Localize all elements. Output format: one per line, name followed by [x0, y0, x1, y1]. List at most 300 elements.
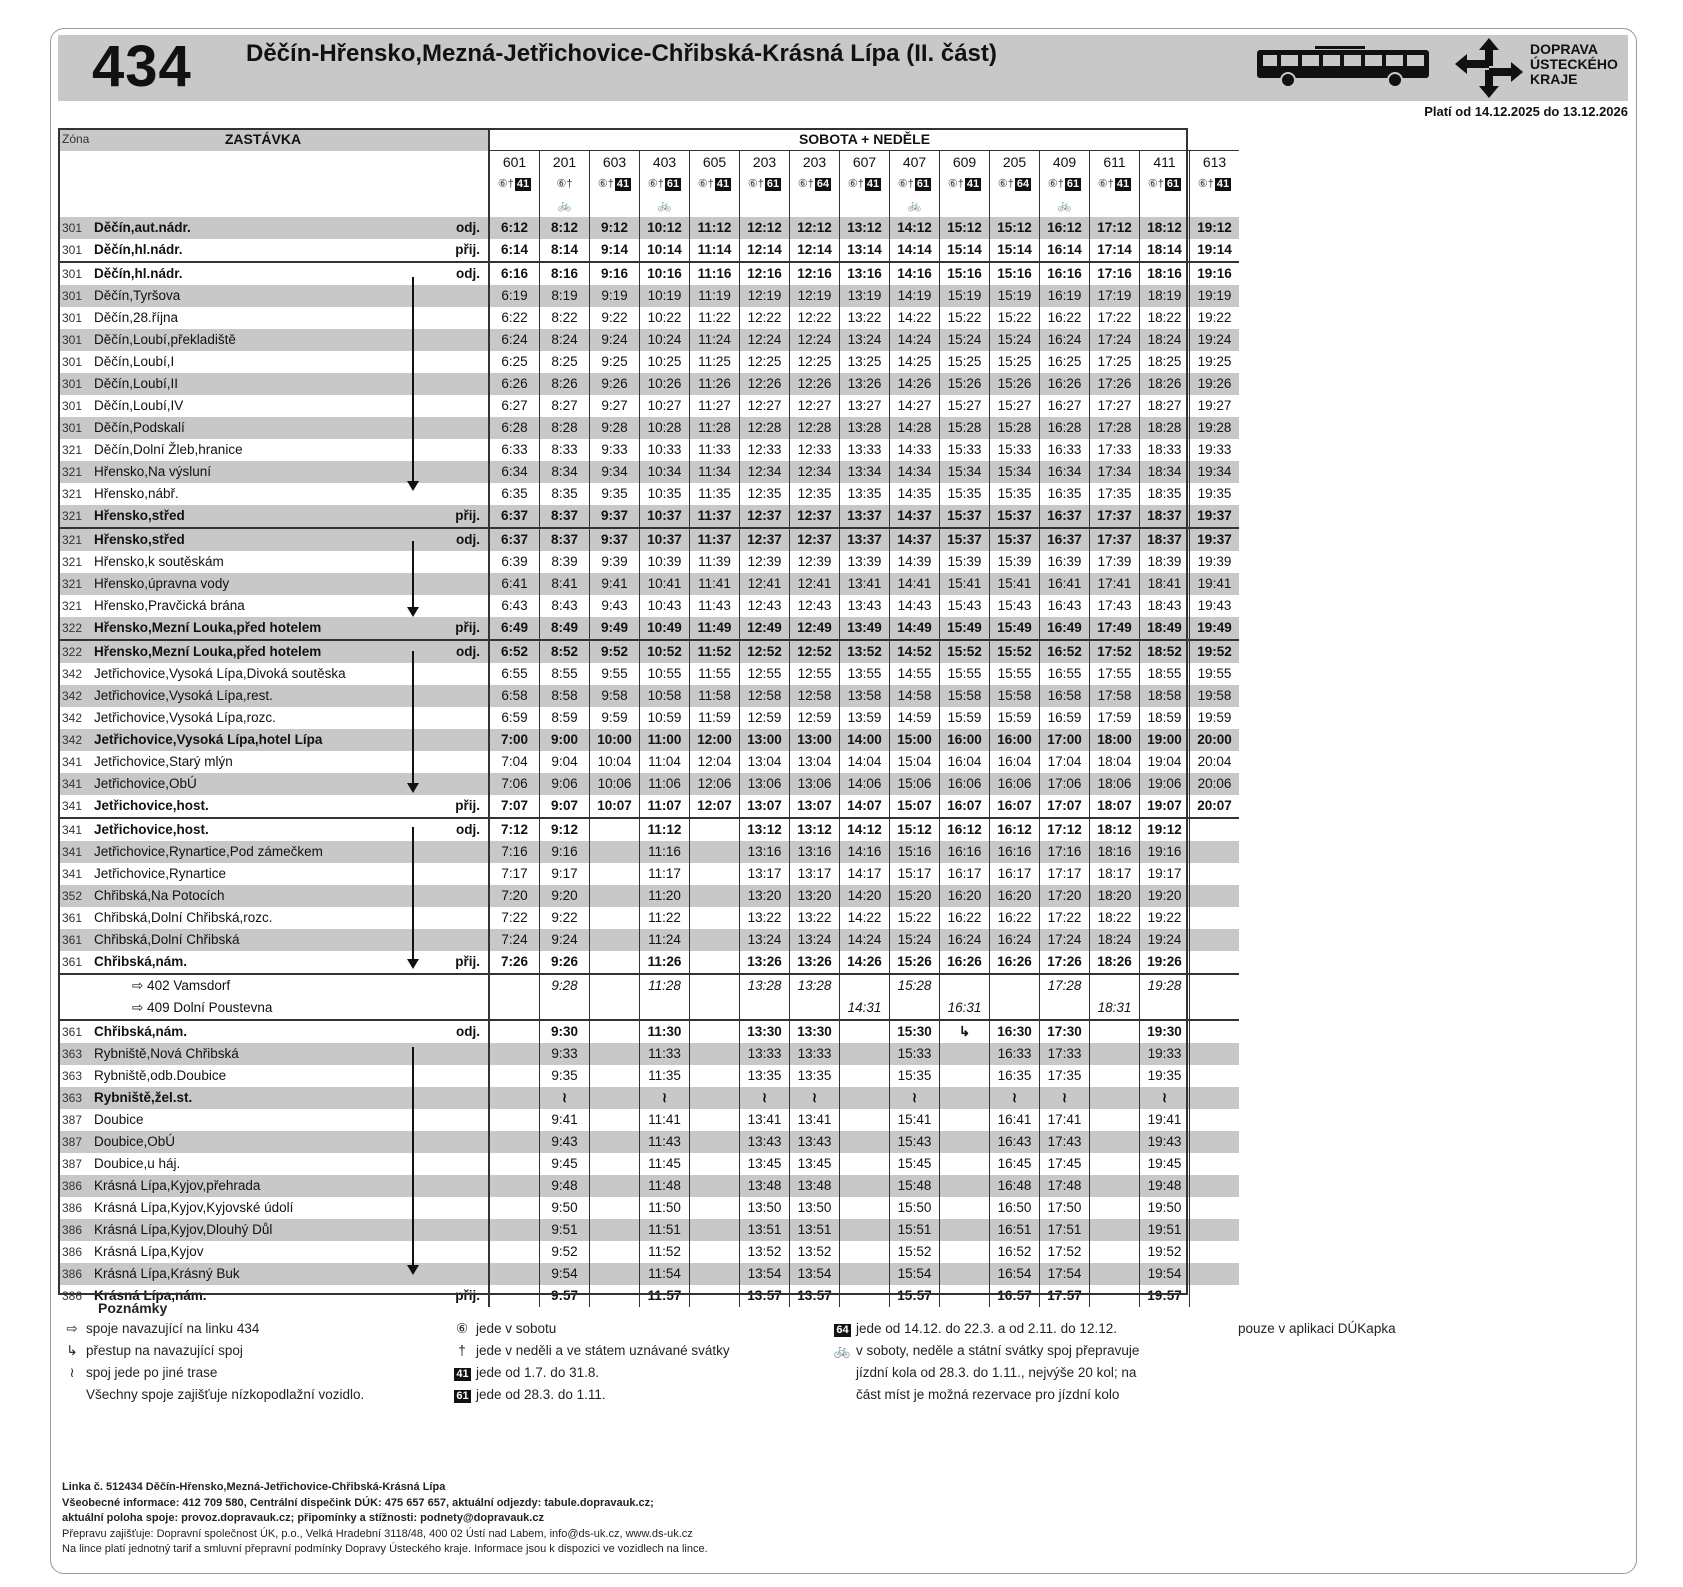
time-cell	[590, 818, 640, 841]
time-cell: 10:33	[640, 439, 690, 461]
time-cell: 13:24	[740, 929, 790, 951]
time-cell	[590, 1065, 640, 1087]
time-cell: 13:34	[840, 461, 890, 483]
time-cell	[590, 841, 640, 863]
stop-name: Krásná Lípa,Kyjov,Dlouhý Důl	[94, 1219, 432, 1241]
stop-name: Jetřichovice,Starý mlýn	[94, 754, 233, 769]
time-cell	[590, 863, 640, 885]
time-cell: 13:22	[790, 907, 840, 929]
time-cell: 10:59	[640, 707, 690, 729]
time-cell: 12:19	[740, 285, 790, 307]
time-cell: 9:06	[540, 773, 590, 795]
time-cell: 16:49	[1040, 617, 1090, 640]
time-cell: 7:07	[489, 795, 540, 818]
time-cell: 9:20	[540, 885, 590, 907]
time-cell: 18:49	[1140, 617, 1190, 640]
arr-dep-mark	[432, 663, 489, 685]
note-text: jede v sobotu	[476, 1321, 557, 1336]
time-cell: 17:28	[1040, 974, 1090, 997]
footer-tracking: aktuální poloha spoje: provoz.dopravauk.cz; připomínky a stížnosti: podnety@dopravauk.cz	[62, 1512, 544, 1524]
time-cell: 13:17	[740, 863, 790, 885]
trip-symbols	[1190, 173, 1240, 195]
time-cell: 15:22	[990, 307, 1040, 329]
time-cell: 13:35	[790, 1065, 840, 1087]
arr-dep-mark	[432, 461, 489, 483]
stop-name: Hřensko,Mezní Louka,před hotelem	[94, 640, 432, 663]
period-badge: 61	[456, 1390, 469, 1402]
time-cell: 11:41	[640, 1109, 690, 1131]
period-badge: 61	[1166, 177, 1180, 190]
time-cell: 17:33	[1090, 439, 1140, 461]
stop-name: Jetřichovice,Vysoká Lípa,Divoká soutěska	[94, 666, 346, 681]
time-cell: 18:37	[1140, 528, 1190, 551]
table-row	[58, 1087, 1239, 1109]
time-cell: 7:12	[489, 818, 540, 841]
stop-name: Jetřichovice,host.	[94, 818, 432, 841]
time-cell: 15:30	[890, 1020, 940, 1043]
trip-number: 601	[489, 151, 540, 173]
time-cell: 12:28	[790, 417, 840, 439]
time-cell: 16:39	[1040, 551, 1090, 573]
time-cell: 13:51	[740, 1219, 790, 1241]
time-cell: 13:28	[740, 974, 790, 997]
footer-operator: Přepravu zajišťuje: Dopravní společnost ÚK, p.o., Velká Hradební 3118/48, 400 02 Ústí nad Labem, info@ds-uk.cz, www.ds-uk.cz	[62, 1527, 693, 1540]
time-cell: 9:48	[540, 1175, 590, 1197]
zone-cell: 363	[58, 1087, 94, 1109]
time-cell	[690, 1065, 740, 1087]
time-cell: 13:16	[790, 841, 840, 863]
time-cell: 6:26	[489, 373, 540, 395]
time-cell: 17:49	[1090, 617, 1140, 640]
time-cell	[590, 974, 640, 997]
trip-number-row	[58, 151, 1239, 173]
time-cell: 13:07	[740, 795, 790, 818]
day-symbols: ⑥†	[1097, 177, 1114, 190]
time-cell: 14:00	[840, 729, 890, 751]
time-cell: 8:26	[540, 373, 590, 395]
time-cell: 12:41	[790, 573, 840, 595]
stop-name: Jetřichovice,Rynartice	[94, 866, 227, 881]
zone-cell: 361	[62, 910, 83, 925]
time-cell	[1090, 1043, 1140, 1065]
day-symbols: ⑥†	[847, 177, 864, 190]
stop-name: Krásná Lípa,nám.	[94, 1288, 207, 1303]
time-cell: 13:52	[790, 1241, 840, 1263]
time-cell: 19:52	[1140, 1241, 1190, 1263]
time-cell: 16:52	[1040, 640, 1090, 663]
time-cell: 13:26	[840, 373, 890, 395]
stop-name: Doubice	[94, 1112, 144, 1127]
time-cell: 13:58	[840, 685, 890, 707]
time-cell: 11:26	[690, 373, 740, 395]
time-cell: 16:58	[1040, 685, 1090, 707]
time-cell: 17:33	[1040, 1043, 1090, 1065]
arr-dep-mark	[432, 1241, 489, 1263]
time-cell	[489, 997, 540, 1020]
zone-cell: 342	[62, 710, 83, 725]
time-cell: 18:55	[1140, 663, 1190, 685]
time-cell: 12:26	[790, 373, 840, 395]
time-cell: 12:33	[740, 439, 790, 461]
note-key-icon: 🚲	[833, 1343, 851, 1358]
time-cell: 7:00	[489, 729, 540, 751]
time-cell: 16:48	[990, 1175, 1040, 1197]
time-cell: 11:06	[640, 773, 690, 795]
time-cell: 13:45	[790, 1153, 840, 1175]
time-cell: 11:37	[690, 528, 740, 551]
time-cell: 17:52	[1040, 1241, 1090, 1263]
time-cell: 18:31	[1090, 997, 1140, 1020]
time-cell: 14:52	[890, 640, 940, 663]
table-row	[58, 307, 1239, 329]
time-cell: 15:39	[940, 551, 990, 573]
time-cell	[940, 1087, 990, 1109]
time-cell	[1190, 1219, 1240, 1241]
note-text: jede od 14.12. do 22.3. a od 2.11. do 12.12.	[856, 1321, 1117, 1336]
time-cell: 14:39	[890, 551, 940, 573]
time-cell: 17:34	[1090, 461, 1140, 483]
time-cell: 16:04	[990, 751, 1040, 773]
note-text: jede v neděli a ve státem uznávané svátky	[476, 1343, 730, 1358]
time-cell	[890, 997, 940, 1020]
day-symbols: ⑥†	[797, 177, 814, 190]
arr-dep-mark	[432, 1263, 489, 1285]
time-cell: 8:43	[540, 595, 590, 617]
time-cell: 19:16	[1140, 841, 1190, 863]
note-item	[58, 1384, 364, 1406]
time-cell: 14:20	[840, 885, 890, 907]
time-cell: 10:22	[640, 307, 690, 329]
time-cell: 8:33	[540, 439, 590, 461]
time-cell: 12:14	[740, 239, 790, 262]
stop-name: Děčín,Loubí,I	[94, 354, 175, 369]
arr-dep-mark	[432, 1153, 489, 1175]
time-cell: 13:17	[790, 863, 840, 885]
time-cell: 17:37	[1090, 528, 1140, 551]
time-cell: 15:41	[890, 1109, 940, 1131]
zone-cell: 301	[58, 217, 94, 239]
time-cell: 13:28	[840, 417, 890, 439]
arr-dep-mark: přij.	[455, 798, 480, 813]
validity-period: Platí od 14.12.2025 do 13.12.2026	[1424, 104, 1628, 119]
time-cell: 16:26	[940, 951, 990, 974]
time-cell: 19:19	[1190, 285, 1240, 307]
time-cell: 19:48	[1140, 1175, 1190, 1197]
time-cell: 7:22	[489, 907, 540, 929]
bike-icon	[489, 195, 540, 217]
time-cell: 19:27	[1190, 395, 1240, 417]
note-text: část míst je možná rezervace pro jízdní kolo	[856, 1387, 1120, 1402]
time-cell: 11:04	[640, 751, 690, 773]
time-cell	[1190, 1153, 1240, 1175]
time-cell	[590, 951, 640, 974]
time-cell: 16:25	[1040, 351, 1090, 373]
time-cell: 14:28	[890, 417, 940, 439]
time-cell: 10:25	[640, 351, 690, 373]
arr-dep-mark: odj.	[432, 640, 489, 663]
time-cell: 15:17	[890, 863, 940, 885]
time-cell	[489, 1043, 540, 1065]
note-item	[448, 1384, 606, 1406]
table-row	[58, 505, 1239, 528]
time-cell	[940, 1241, 990, 1263]
stop-name: Hřensko,nábř.	[94, 486, 179, 501]
time-cell: 19:58	[1190, 685, 1240, 707]
time-cell: 13:07	[790, 795, 840, 818]
trip-symbols	[1090, 173, 1140, 195]
time-cell: 16:00	[940, 729, 990, 751]
time-cell: 17:06	[1040, 773, 1090, 795]
time-cell	[690, 929, 740, 951]
stop-name: Děčín,28.října	[94, 310, 179, 325]
arr-dep-mark: odj.	[432, 528, 489, 551]
time-cell: 9:22	[540, 907, 590, 929]
time-cell: 19:45	[1140, 1153, 1190, 1175]
time-cell: 11:19	[690, 285, 740, 307]
zone-cell: 321	[62, 554, 83, 569]
time-cell: 12:37	[790, 528, 840, 551]
note-item	[828, 1340, 1139, 1362]
time-cell: 8:25	[540, 351, 590, 373]
table-row	[58, 663, 1239, 685]
zone-header: Zóna	[58, 128, 94, 151]
time-cell	[740, 997, 790, 1020]
time-cell: 18:14	[1140, 239, 1190, 262]
time-cell	[590, 1131, 640, 1153]
time-cell: 12:55	[740, 663, 790, 685]
time-cell: 8:59	[540, 707, 590, 729]
time-cell: 15:43	[990, 595, 1040, 617]
trip-number: 411	[1140, 151, 1190, 173]
time-cell: ≀	[540, 1087, 590, 1109]
time-cell: 13:54	[740, 1263, 790, 1285]
time-cell: 11:57	[640, 1285, 690, 1307]
trip-number: 409	[1040, 151, 1090, 173]
zone-cell: 342	[62, 666, 83, 681]
table-row	[58, 461, 1239, 483]
arr-dep-mark	[432, 395, 489, 417]
time-cell	[590, 929, 640, 951]
time-cell: 17:19	[1090, 285, 1140, 307]
time-cell: 15:52	[890, 1241, 940, 1263]
time-cell	[590, 1087, 640, 1109]
time-cell: 13:12	[840, 217, 890, 239]
time-cell	[840, 1219, 890, 1241]
zone-cell: 301	[58, 417, 94, 439]
time-cell: 11:28	[690, 417, 740, 439]
time-cell	[590, 997, 640, 1020]
time-cell: 9:17	[540, 863, 590, 885]
time-cell: 14:22	[840, 907, 890, 929]
time-cell: 14:55	[890, 663, 940, 685]
time-cell: 10:26	[640, 373, 690, 395]
time-cell: 17:43	[1090, 595, 1140, 617]
arr-dep-mark	[432, 863, 489, 885]
table-row	[58, 751, 1239, 773]
time-cell: 18:33	[1140, 439, 1190, 461]
zone-cell: 321	[62, 598, 83, 613]
table-row	[58, 907, 1239, 929]
stop-name: Děčín,Dolní Žleb,hranice	[94, 442, 243, 457]
time-cell: 15:52	[990, 640, 1040, 663]
stop-name: Chřibská,nám.	[94, 1020, 432, 1043]
note-text: Všechny spoje zajišťuje nízkopodlažní vozidlo.	[86, 1387, 365, 1402]
time-cell	[940, 1043, 990, 1065]
time-cell: 12:24	[790, 329, 840, 351]
mark-header	[432, 128, 489, 151]
time-cell: 16:12	[990, 818, 1040, 841]
time-cell: 10:06	[590, 773, 640, 795]
zone-cell: 363	[58, 1043, 94, 1065]
time-cell: 18:59	[1140, 707, 1190, 729]
time-cell: 17:54	[1040, 1263, 1090, 1285]
time-cell: 18:41	[1140, 573, 1190, 595]
time-cell: 19:00	[1140, 729, 1190, 751]
time-cell: 17:52	[1090, 640, 1140, 663]
time-cell: 12:00	[690, 729, 740, 751]
time-cell	[489, 1219, 540, 1241]
time-cell: 9:33	[540, 1043, 590, 1065]
time-cell: 19:35	[1140, 1065, 1190, 1087]
time-cell	[840, 1241, 890, 1263]
stop-name: Chřibská,Dolní Chřibská,rozc.	[94, 910, 273, 925]
time-cell	[1190, 997, 1240, 1020]
table-row	[58, 1043, 1239, 1065]
time-cell: 20:07	[1190, 795, 1240, 818]
zone-cell: 301	[62, 242, 83, 257]
time-cell: 17:25	[1090, 351, 1140, 373]
time-cell	[1090, 1109, 1140, 1131]
time-cell: 9:27	[590, 395, 640, 417]
time-cell: 19:50	[1140, 1197, 1190, 1219]
time-cell: 15:14	[990, 239, 1040, 262]
time-cell: 14:25	[890, 351, 940, 373]
table-row	[58, 285, 1239, 307]
period-badge: 61	[766, 177, 780, 190]
table-row	[58, 951, 1239, 974]
route-arrow-4	[412, 827, 414, 967]
time-cell: 8:16	[540, 262, 590, 285]
time-cell: 11:30	[640, 1020, 690, 1043]
zone-cell: 361	[62, 954, 83, 969]
time-cell	[690, 1020, 740, 1043]
time-cell	[990, 974, 1040, 997]
time-cell: 8:22	[540, 307, 590, 329]
time-cell: 6:27	[489, 395, 540, 417]
time-cell: 19:25	[1190, 351, 1240, 373]
time-cell	[489, 1065, 540, 1087]
time-cell: ≀	[640, 1087, 690, 1109]
table-row	[58, 483, 1239, 505]
time-cell: 8:39	[540, 551, 590, 573]
time-cell: 19:54	[1140, 1263, 1190, 1285]
time-cell: 6:55	[489, 663, 540, 685]
period-badge: 41	[716, 177, 730, 190]
time-cell: 11:16	[690, 262, 740, 285]
time-cell: 15:34	[990, 461, 1040, 483]
trip-symbols	[740, 173, 790, 195]
zone-cell: 301	[58, 373, 94, 395]
time-cell: 19:39	[1190, 551, 1240, 573]
time-cell: 16:22	[990, 907, 1040, 929]
time-cell: 17:28	[1090, 417, 1140, 439]
time-cell: 19:34	[1190, 461, 1240, 483]
time-cell: 9:12	[540, 818, 590, 841]
time-cell	[1090, 1197, 1140, 1219]
time-cell	[840, 1109, 890, 1131]
note-item	[828, 1384, 1119, 1406]
time-cell: 15:34	[940, 461, 990, 483]
time-cell: 11:39	[690, 551, 740, 573]
time-cell: 14:43	[890, 595, 940, 617]
zone-cell: 361	[58, 1020, 94, 1043]
time-cell: 9:52	[590, 640, 640, 663]
time-cell: 18:22	[1140, 307, 1190, 329]
time-cell	[590, 1175, 640, 1197]
time-cell: 17:17	[1040, 863, 1090, 885]
arr-dep-mark	[432, 307, 489, 329]
time-cell: 19:37	[1190, 505, 1240, 528]
time-cell: ≀	[890, 1087, 940, 1109]
time-cell: 11:59	[690, 707, 740, 729]
time-cell: 13:35	[840, 483, 890, 505]
zone-cell: 321	[58, 573, 94, 595]
day-symbols: ⑥†	[997, 177, 1014, 190]
time-cell: 18:20	[1090, 885, 1140, 907]
time-cell: 6:16	[489, 262, 540, 285]
time-cell: 9:35	[540, 1065, 590, 1087]
time-cell: 18:35	[1140, 483, 1190, 505]
arr-dep-mark	[432, 729, 489, 751]
time-cell: 14:16	[890, 262, 940, 285]
time-cell: 15:55	[940, 663, 990, 685]
route-arrow-1	[412, 277, 414, 489]
time-cell: 8:19	[540, 285, 590, 307]
time-cell: 13:00	[740, 729, 790, 751]
zone-cell: 386	[62, 1288, 83, 1303]
time-cell: 10:24	[640, 329, 690, 351]
time-cell: 16:52	[990, 1241, 1040, 1263]
time-cell	[690, 1043, 740, 1065]
time-cell: 13:35	[740, 1065, 790, 1087]
trip-symbols	[590, 173, 640, 195]
time-cell	[940, 974, 990, 997]
time-cell: 13:22	[740, 907, 790, 929]
zone-cell: 341	[62, 866, 83, 881]
note-key-icon	[828, 1318, 856, 1340]
time-cell: 15:22	[890, 907, 940, 929]
time-cell: 9:04	[540, 751, 590, 773]
time-cell: 16:24	[990, 929, 1040, 951]
note-item	[448, 1362, 599, 1384]
trip-number: 613	[1190, 151, 1240, 173]
time-cell: 7:04	[489, 751, 540, 773]
time-cell: 16:33	[1040, 439, 1090, 461]
trip-symbol-row	[58, 173, 1239, 195]
time-cell: 13:57	[790, 1285, 840, 1307]
time-cell: 14:26	[840, 951, 890, 974]
time-cell: 9:16	[540, 841, 590, 863]
table-row	[58, 1197, 1239, 1219]
time-cell: 12:22	[790, 307, 840, 329]
time-cell: 13:26	[740, 951, 790, 974]
time-cell: 13:19	[840, 285, 890, 307]
time-cell: 18:17	[1090, 863, 1140, 885]
time-cell: 12:24	[740, 329, 790, 351]
time-cell: 14:49	[890, 617, 940, 640]
time-cell	[840, 1065, 890, 1087]
note-text: v soboty, neděle a státní svátky spoj přepravuje	[856, 1343, 1140, 1358]
